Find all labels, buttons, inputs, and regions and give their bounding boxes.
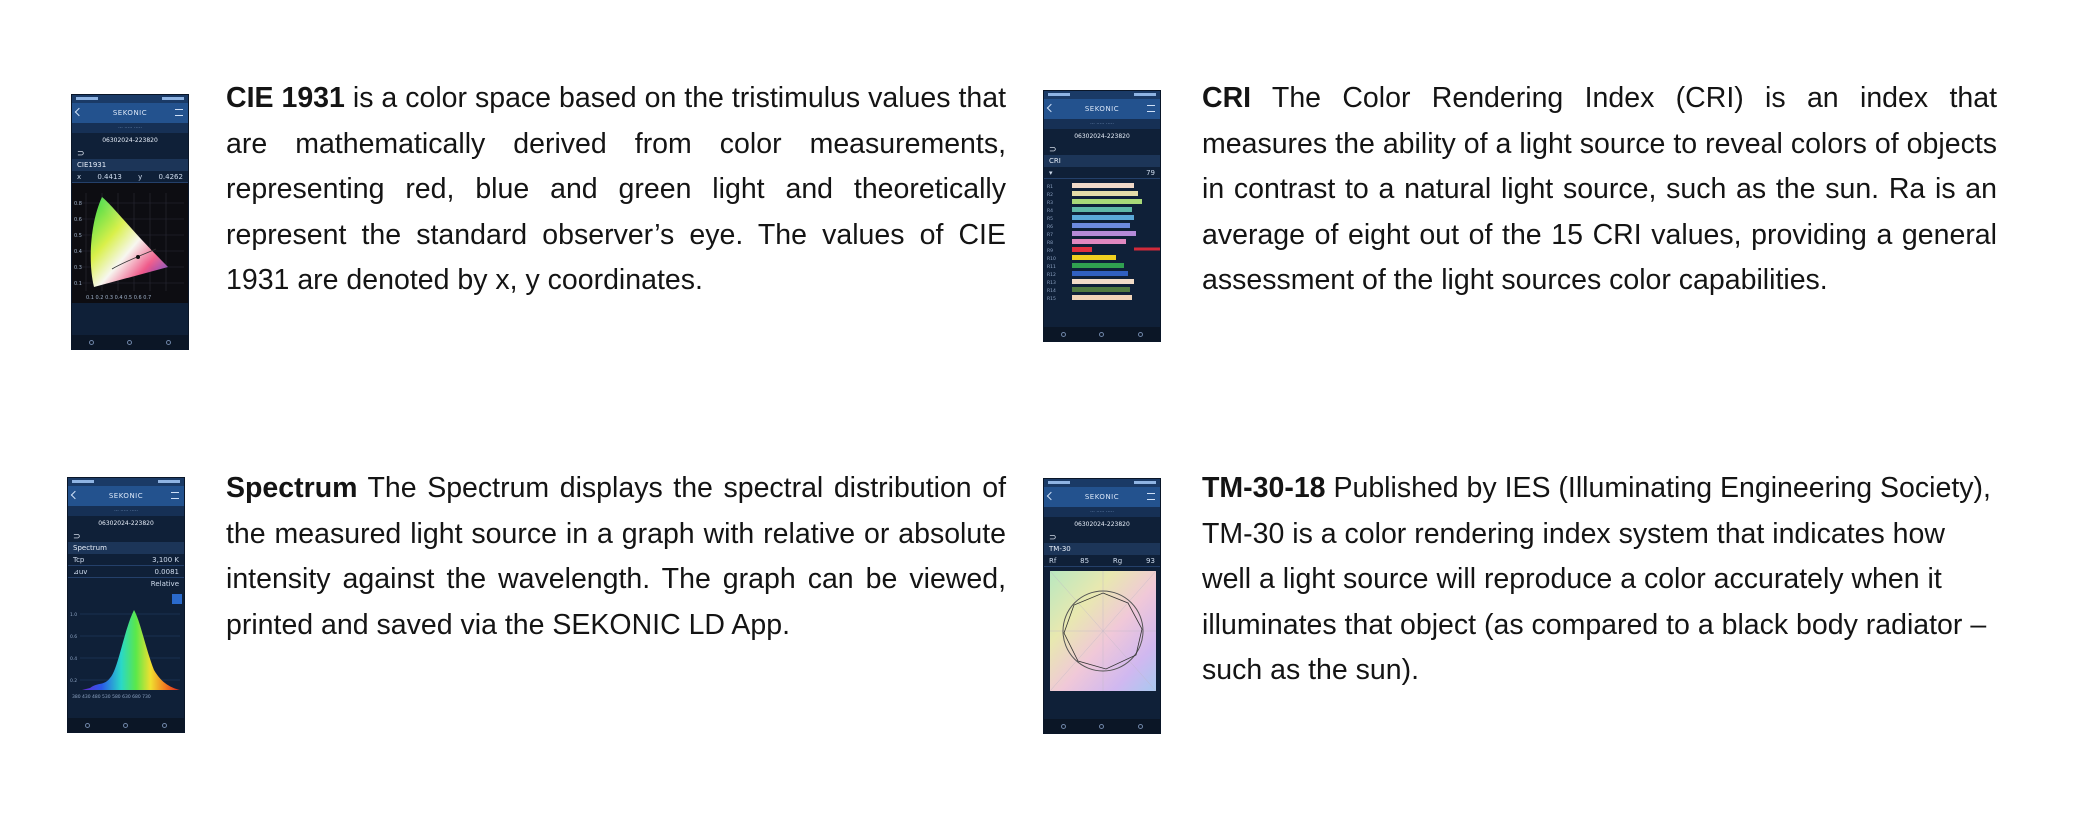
cie-chromaticity-diagram: [72, 183, 189, 303]
cri-screenshot: [1043, 90, 1161, 342]
duv-value: 0.0081: [154, 568, 179, 576]
ra-readout: [1044, 167, 1160, 179]
tcp-value: 3,100 K: [152, 556, 179, 564]
svg-text:R12: R12: [1047, 273, 1056, 278]
section-title: CIE1931: [72, 159, 188, 171]
status-bar: [1044, 91, 1160, 99]
cie1931-screenshot: [71, 94, 189, 350]
measurement-date: 06302024-223820: [98, 519, 154, 527]
svg-text:R9: R9: [1047, 249, 1053, 254]
cie1931-text: is a color space based on the tristimulus values that are mathematically derived from color measurements, representing red, blue and green light and theoretically represent the standard observer’s eye. The values of CIE 1931 are denoted by x, y coordinates.: [226, 82, 1006, 296]
back-chevron-icon: [71, 491, 79, 499]
svg-text:0.2: 0.2: [70, 679, 78, 684]
x-value: 0.4413: [97, 173, 122, 181]
menu-icon: [1147, 493, 1155, 500]
mode-select: [68, 578, 184, 590]
back-chevron-icon: [1047, 104, 1055, 112]
cie1931-description: [226, 76, 1006, 304]
x-label: x: [77, 173, 82, 181]
android-nav-bar: [72, 335, 188, 349]
svg-text:R7: R7: [1047, 233, 1053, 238]
svg-text:0.1 0.2 0.3 0.4 0.5 0.6 0.7: 0.1 0.2 0.3 0.4 0.5 0.6 0.7: [86, 295, 152, 301]
cri-description: [1202, 76, 1997, 304]
tm30-description: [1202, 466, 1997, 694]
status-bar: [68, 478, 184, 486]
duv-readout: [68, 566, 184, 578]
cri-text: The Color Rendering Index (CRI) is an index that measures the ability of a light source to reveal colors of objects in contrast to a natural light source, such as the sun. Ra is an average of eight out of the 15 CRI values, providing a general assessment of the light sources color capabilities.: [1202, 82, 1997, 296]
app-title: SEKONIC: [112, 109, 148, 117]
tcp-label: Tcp: [73, 556, 85, 564]
spectrum-description: [226, 466, 1006, 648]
svg-text:0.4: 0.4: [70, 657, 78, 662]
return-arrow-icon: ⊃: [73, 531, 81, 541]
duv-label: ⊿uv: [73, 568, 88, 576]
svg-text:R6: R6: [1047, 225, 1053, 230]
return-arrow-icon: ⊃: [1049, 144, 1057, 154]
svg-text:380 430 480 530 580 630 680 73: 380 430 480 530 580 630 680 730: [72, 695, 151, 700]
ra-value: 79: [1146, 169, 1155, 177]
mode-bar: ··· ····· ·····: [1044, 507, 1160, 517]
rf-label: Rf: [1049, 557, 1057, 565]
section-title: CRI: [1044, 155, 1160, 167]
svg-text:R14: R14: [1047, 289, 1056, 294]
rg-value: 93: [1146, 557, 1155, 565]
menu-icon: [175, 109, 183, 116]
svg-text:0.6: 0.6: [74, 217, 82, 223]
android-nav-bar: [1044, 719, 1160, 733]
mode-bar: ··· ····· ·····: [72, 123, 188, 133]
spectrum-term: Spectrum: [226, 472, 358, 504]
app-header: [68, 486, 184, 506]
svg-text:0.4: 0.4: [74, 249, 82, 255]
back-chevron-icon: [1047, 492, 1055, 500]
cri-term: CRI: [1202, 82, 1252, 114]
cie1931-term: CIE 1931: [226, 82, 345, 114]
tm30-text: Published by IES (Illuminating Engineering Society), TM-30 is a color rendering index system that indicates how well a light source will reproduce a color accurately when it illuminates that object (as compared to a black body radiator – such as the sun).: [1202, 472, 1991, 686]
spectrum-text: The Spectrum displays the spectral distribution of the measured light source in a graph with relative or absolute intensity against the wavelength. The graph can be viewed, printed and saved via the SEKONIC LD App.: [226, 472, 1006, 641]
svg-text:0.1: 0.1: [74, 281, 82, 287]
spectrum-graph: [68, 590, 185, 702]
tm30-term: TM-30-18: [1202, 472, 1326, 504]
cri-bar-chart: [1044, 179, 1161, 319]
app-title: SEKONIC: [1084, 493, 1120, 501]
spectrum-screenshot: [67, 477, 185, 733]
android-nav-bar: [68, 718, 184, 732]
svg-text:R1: R1: [1047, 185, 1053, 190]
svg-text:R8: R8: [1047, 241, 1053, 246]
mode-bar: ··· ····· ·····: [1044, 119, 1160, 129]
section-title: TM-30: [1044, 543, 1160, 555]
menu-icon: [1147, 105, 1155, 112]
ra-label: ▾: [1049, 169, 1053, 177]
svg-text:0.8: 0.8: [74, 201, 82, 207]
measurement-date: 06302024-223820: [1074, 132, 1130, 140]
y-label: y: [138, 173, 143, 181]
status-bar: [72, 95, 188, 103]
svg-text:0.5: 0.5: [74, 233, 82, 239]
tcp-readout: [68, 554, 184, 566]
svg-text:R4: R4: [1047, 209, 1053, 214]
svg-text:R13: R13: [1047, 281, 1056, 286]
svg-text:R5: R5: [1047, 217, 1053, 222]
svg-text:R11: R11: [1047, 265, 1056, 270]
svg-text:R3: R3: [1047, 201, 1053, 206]
xy-readout: [72, 171, 188, 183]
rg-label: Rg: [1112, 557, 1123, 565]
rf-value: 85: [1080, 557, 1090, 565]
app-title: SEKONIC: [1084, 105, 1120, 113]
section-title: Spectrum: [68, 542, 184, 554]
rf-rg-readout: [1044, 555, 1160, 567]
svg-text:0.3: 0.3: [74, 265, 82, 271]
app-header: [1044, 487, 1160, 507]
y-value: 0.4262: [158, 173, 183, 181]
app-header: [72, 103, 188, 123]
svg-text:0.6: 0.6: [70, 635, 78, 640]
status-bar: [1044, 479, 1160, 487]
back-chevron-icon: [75, 108, 83, 116]
android-nav-bar: [1044, 327, 1160, 341]
mode-bar: ··· ····· ·····: [68, 506, 184, 516]
svg-text:1.0: 1.0: [70, 613, 78, 618]
menu-icon: [171, 492, 179, 499]
tm30-color-vector-graphic: [1044, 567, 1161, 697]
app-header: [1044, 99, 1160, 119]
tm30-screenshot: [1043, 478, 1161, 734]
measurement-date: 06302024-223820: [1074, 520, 1130, 528]
svg-text:R10: R10: [1047, 257, 1056, 262]
app-title: SEKONIC: [108, 492, 144, 500]
measurement-date: 06302024-223820: [102, 136, 158, 144]
return-arrow-icon: ⊃: [77, 148, 85, 158]
mode-value: Relative: [150, 580, 179, 588]
return-arrow-icon: ⊃: [1049, 532, 1057, 542]
svg-text:R15: R15: [1047, 297, 1056, 302]
svg-text:R2: R2: [1047, 193, 1053, 198]
